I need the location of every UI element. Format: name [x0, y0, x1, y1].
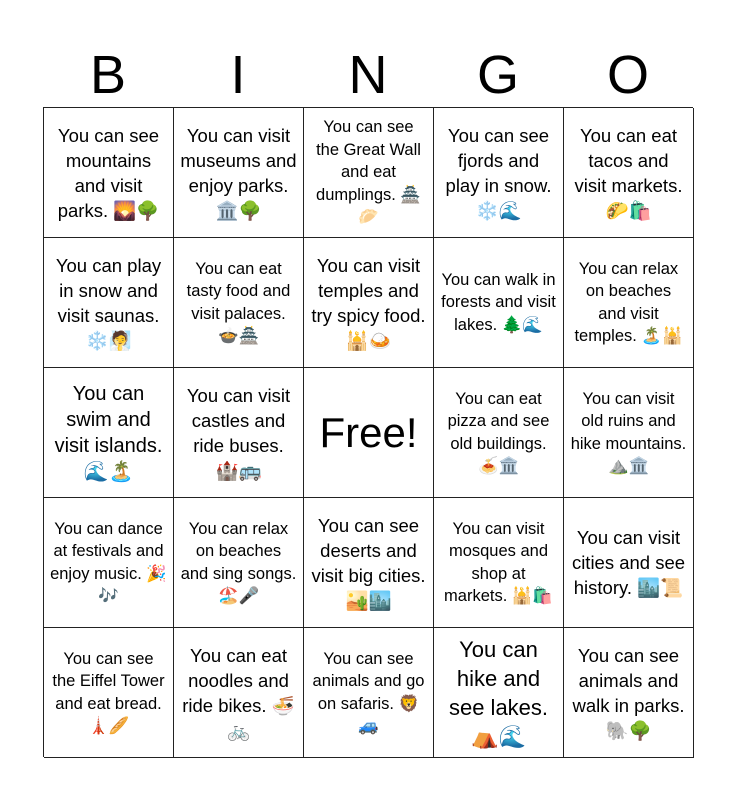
- bingo-cell[interactable]: [174, 628, 304, 758]
- cell-text: You can see mountains and visit parks. 🌄🌳: [57, 124, 160, 221]
- header-letter-n: N: [348, 45, 388, 105]
- header-letter-b: B: [89, 45, 127, 105]
- bingo-cell[interactable]: [564, 628, 694, 758]
- bingo-cell[interactable]: [44, 238, 174, 368]
- bingo-cell[interactable]: [174, 108, 304, 238]
- bingo-cell[interactable]: [434, 108, 564, 238]
- cell-text: You can visit old ruins and hike mountains. ⛰️🏛️: [570, 389, 687, 475]
- bingo-card: [43, 107, 693, 757]
- cell-text: You can see fjords and play in snow. ❄️🌊: [445, 124, 552, 221]
- bingo-cell[interactable]: [174, 368, 304, 498]
- bingo-free-cell[interactable]: [304, 368, 434, 498]
- cell-text: You can see animals and walk in parks. 🐘🌳: [572, 644, 685, 741]
- bingo-cell[interactable]: [434, 498, 564, 628]
- bingo-cell[interactable]: [44, 108, 174, 238]
- cell-text: You can visit museums and enjoy parks. 🏛️🌳: [180, 124, 297, 221]
- free-text: Free!: [319, 408, 418, 456]
- cell-text: You can see animals and go on safaris. 🦁🚙: [312, 649, 425, 735]
- bingo-cell[interactable]: [564, 368, 694, 498]
- header-letter-o: O: [606, 45, 649, 105]
- bingo-cell[interactable]: [304, 108, 434, 238]
- cell-text: You can visit mosques and shop at markets. 🕌🛍️: [444, 519, 553, 605]
- cell-text: You can relax on beaches and sing songs. 🏖️🎤: [180, 519, 297, 605]
- bingo-cell[interactable]: [304, 498, 434, 628]
- cell-text: You can eat pizza and see old buildings. 🍝🏛️: [447, 389, 550, 475]
- cell-text: You can visit temples and try spicy food. 🕌🍛: [311, 254, 426, 351]
- bingo-cell[interactable]: [304, 238, 434, 368]
- bingo-cell[interactable]: [174, 498, 304, 628]
- cell-text: You can eat tacos and visit markets. 🌮🛍️: [574, 124, 683, 221]
- bingo-cell[interactable]: [174, 238, 304, 368]
- cell-text: You can relax on beaches and visit temples. 🏝️🕌: [574, 259, 683, 345]
- cell-text: You can dance at festivals and enjoy music. 🎉🎶: [50, 519, 167, 605]
- bingo-cell[interactable]: [434, 368, 564, 498]
- header-letter-i: I: [230, 45, 246, 105]
- cell-text: You can eat noodles and ride bikes. 🍜🚲: [182, 644, 295, 741]
- header-letter-g: G: [476, 45, 519, 105]
- bingo-cell[interactable]: [44, 628, 174, 758]
- bingo-cell[interactable]: [564, 498, 694, 628]
- bingo-cell[interactable]: [434, 238, 564, 368]
- cell-text: You can swim and visit islands. 🌊🏝️: [54, 382, 163, 483]
- bingo-cell[interactable]: [564, 108, 694, 238]
- cell-text: You can play in snow and visit saunas. ❄️🧖: [55, 254, 162, 351]
- bingo-cell[interactable]: [434, 628, 564, 758]
- cell-text: You can see the Great Wall and eat dumplings. 🏯🥟: [316, 118, 421, 227]
- bingo-cell[interactable]: [564, 238, 694, 368]
- cell-text: You can visit castles and ride buses. 🏰🚌: [186, 384, 291, 481]
- cell-text: You can hike and see lakes. ⛺🌊: [448, 636, 549, 749]
- bingo-cell[interactable]: [44, 368, 174, 498]
- cell-text: You can see deserts and visit big cities. 🏜️🏙️: [311, 514, 426, 611]
- bingo-header: [43, 40, 693, 110]
- cell-text: You can walk in forests and visit lakes. 🌲🌊: [441, 270, 556, 334]
- cell-text: You can visit cities and see history. 🏙️📜: [571, 527, 686, 598]
- cell-text: You can see the Eiffel Tower and eat bread. 🗼🥖: [52, 649, 165, 735]
- bingo-cell[interactable]: [304, 628, 434, 758]
- cell-text: You can eat tasty food and visit palaces. 🍲🏯: [186, 259, 291, 345]
- bingo-cell[interactable]: [44, 498, 174, 628]
